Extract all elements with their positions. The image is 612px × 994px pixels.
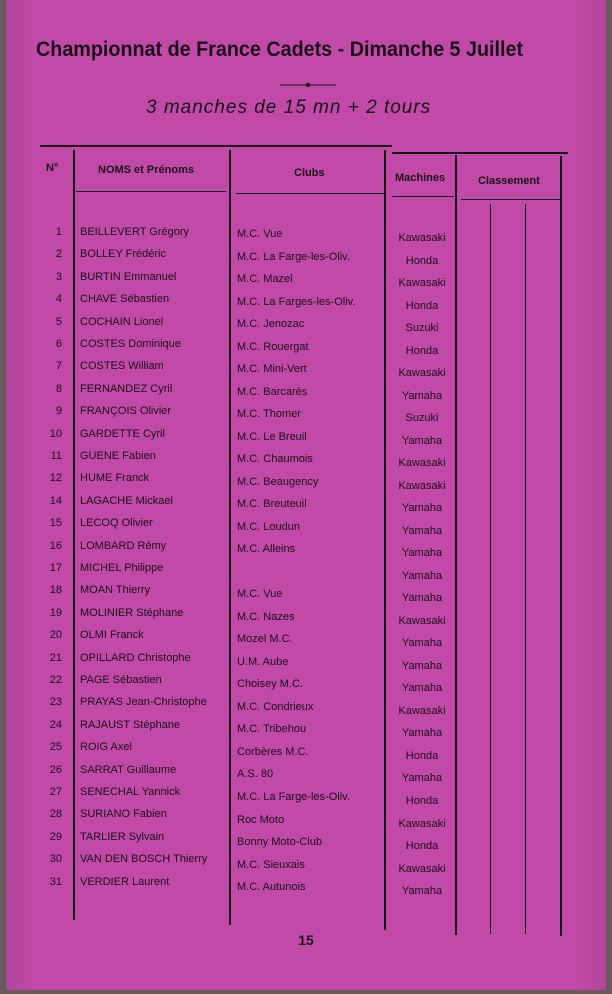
entrant-club: A.S. 80: [237, 768, 274, 781]
table-top-rule-right: [392, 152, 568, 154]
entrant-name: FERNANDEZ Cyril: [80, 382, 173, 395]
entrant-machine: Yamaha: [401, 682, 443, 695]
entrant-number: 18: [49, 584, 62, 597]
header-underline-machines: [392, 196, 454, 197]
entrant-name: LAGACHE Mickael: [80, 494, 173, 507]
entrant-name: SURIANO Fabien: [80, 808, 167, 821]
entrant-machine: Yamaha: [401, 637, 443, 650]
entrant-number: 27: [49, 786, 62, 798]
entrant-club: U.M. Aube: [237, 655, 289, 668]
entrant-name: MOAN Thierry: [80, 584, 151, 597]
column-divider: [560, 156, 562, 936]
entrant-machine: Yamaha: [401, 434, 443, 447]
column-header-classement: Classement: [478, 175, 540, 187]
entrant-number: 4: [55, 293, 62, 306]
column-header-number: N°: [46, 162, 59, 174]
entrant-number: 5: [55, 315, 62, 328]
entrant-club: M.C. Mazel: [237, 273, 293, 286]
entrant-club: Mozel M.C.: [237, 633, 293, 646]
page-number: 15: [298, 932, 314, 948]
entrant-machine: Yamaha: [401, 885, 443, 898]
entrant-club: M.C. Autunois: [237, 881, 306, 894]
entrant-name: TARLIER Sylvain: [80, 830, 165, 843]
entrant-machine: Honda: [405, 344, 439, 357]
column-header-machines: Machines: [395, 172, 446, 184]
ornament-divider: [278, 80, 338, 90]
entrant-number: 8: [55, 382, 62, 395]
page-title: Championnat de France Cadets - Dimanche 5 Juillet: [36, 38, 524, 61]
entrant-club: M.C. Tribehou: [237, 723, 307, 736]
entrant-club: M.C. Chaumois: [237, 453, 313, 466]
entrant-machine: Honda: [405, 795, 439, 807]
entrant-club: M.C. La Farge-les-Oliv.: [237, 791, 350, 803]
entrant-number: 16: [49, 539, 62, 552]
entrant-name: PAGE Sébastien: [80, 674, 162, 686]
entrant-machine: Yamaha: [401, 659, 443, 672]
entrant-name: GUENE Fabien: [80, 450, 156, 462]
entrant-club: M.C. Mini-Vert: [237, 363, 307, 376]
entrant-number: 11: [50, 450, 62, 462]
entrant-name: ROIG Axel: [80, 741, 132, 754]
column-header-clubs: Clubs: [294, 167, 325, 179]
entrant-number: 31: [49, 875, 62, 888]
column-divider: [73, 150, 75, 920]
entrant-machine: Honda: [405, 749, 439, 762]
entrant-machine: Honda: [405, 840, 439, 853]
entrant-machine: Kawasaki: [398, 614, 446, 627]
entrant-name: BEILLEVERT Grégory: [80, 226, 190, 238]
entrant-club: M.C. Beaugency: [237, 475, 319, 488]
entrant-club: M.C. Vue: [237, 588, 283, 601]
classement-divider: [525, 204, 526, 934]
entrant-number: 28: [49, 808, 62, 821]
entrant-machine: Yamaha: [401, 547, 443, 560]
header-underline-names: [76, 191, 226, 192]
entrant-name: MOLINIER Stéphane: [80, 606, 184, 619]
entrant-number: 15: [49, 517, 62, 530]
entrant-name: BOLLEY Frédéric: [80, 248, 167, 261]
column-divider: [229, 150, 231, 925]
entrant-club: Corbères M.C.: [237, 745, 309, 758]
entrant-machine: Kawasaki: [398, 367, 446, 380]
entrant-name: COSTES Dominique: [80, 338, 181, 350]
entrant-club: M.C. Jenozac: [237, 318, 305, 331]
entrant-name: CHAVE Sébastien: [80, 293, 170, 306]
entrant-number: 26: [49, 763, 62, 776]
entrant-number: 17: [49, 562, 62, 574]
entrant-name: COSTES William: [80, 360, 164, 373]
entrant-machine: Kawasaki: [398, 817, 446, 830]
entrant-number: 22: [49, 674, 62, 686]
entrant-name: OLMI Franck: [80, 629, 144, 642]
entrant-machine: Honda: [405, 254, 439, 267]
entrant-machine: Yamaha: [401, 569, 443, 582]
entrant-number: 23: [49, 696, 62, 709]
entrant-name: VAN DEN BOSCH Thierry: [80, 853, 208, 866]
entrant-club: M.C. Thomer: [237, 408, 301, 421]
header-underline-clubs: [236, 193, 386, 194]
entrant-number: 21: [49, 651, 62, 664]
entrant-machine: Yamaha: [401, 592, 443, 605]
entrant-name: LOMBARD Rémy: [80, 539, 167, 552]
entrant-machine: Kawasaki: [398, 232, 446, 244]
entrant-club: M.C. Rouergat: [237, 340, 309, 353]
entrant-name: SENECHAL Yannick: [80, 786, 181, 798]
entrant-club: M.C. La Farge-les-Oliv.: [237, 250, 350, 263]
entrant-number: 14: [49, 494, 62, 507]
entrant-machine: Yamaha: [401, 389, 443, 402]
column-divider: [384, 150, 386, 930]
entrant-club: Choisey M.C.: [237, 678, 304, 691]
entrant-number: 12: [49, 472, 62, 485]
entrant-club: M.C. Breuteuil: [237, 498, 307, 511]
entrant-name: VERDIER Laurent: [80, 875, 170, 888]
column-header-names: NOMS et Prénoms: [98, 164, 194, 176]
entrant-name: SARRAT Guillaume: [80, 763, 177, 776]
entrant-name: COCHAIN Lionel: [80, 315, 164, 328]
entrant-club: Roc Moto: [237, 813, 285, 826]
entrant-club: M.C. La Farges-les-Oliv.: [237, 295, 356, 308]
entrant-name: GARDETTE Cyril: [80, 427, 165, 440]
entrant-name: FRANÇOIS Olivier: [80, 405, 172, 418]
entrant-number: 24: [49, 718, 62, 731]
entrant-name: PRAYAS Jean-Christophe: [80, 696, 207, 709]
entrant-club: M.C. Alleins: [237, 543, 296, 556]
header-underline-classement: [461, 199, 561, 200]
classement-divider: [490, 204, 491, 934]
entrant-number: 9: [55, 405, 62, 418]
page-subtitle: 3 manches de 15 mn + 2 tours: [146, 97, 432, 118]
entrant-machine: Honda: [405, 299, 439, 312]
entrant-name: HUME Franck: [80, 472, 150, 485]
entrant-club: Bonny Moto-Club: [237, 836, 322, 849]
entrant-club: M.C. Barcarès: [237, 385, 308, 398]
entrant-number: 29: [49, 830, 62, 843]
entrant-number: 3: [55, 270, 62, 283]
entrant-number: 7: [55, 360, 62, 373]
entrant-club: M.C. Vue: [237, 228, 283, 240]
entrant-machine: Kawasaki: [398, 457, 446, 470]
entrant-club: M.C. Nazes: [237, 610, 295, 623]
entrant-name: RAJAUST Stéphane: [80, 718, 181, 731]
entrant-name: MICHEL Philippe: [80, 562, 164, 574]
entrant-name: OPILLARD Christophe: [80, 651, 191, 664]
programme-page: [6, 0, 606, 990]
entrant-club: M.C. Sieuxais: [237, 858, 305, 871]
entrant-machine: Kawasaki: [398, 704, 446, 717]
entrant-club: M.C. Loudun: [237, 520, 300, 533]
entrant-machine: Yamaha: [401, 524, 443, 537]
entrant-machine: Yamaha: [401, 727, 443, 740]
entrant-number: 1: [55, 226, 62, 238]
entrant-machine: Kawasaki: [398, 277, 446, 290]
entrant-number: 20: [49, 629, 62, 642]
entrant-machine: Kawasaki: [398, 862, 446, 875]
entrant-number: 10: [49, 427, 62, 440]
entrant-club: M.C. Le Breuil: [237, 430, 307, 443]
entrant-name: BURTIN Emmanuel: [80, 270, 177, 283]
entrant-machine: Yamaha: [401, 772, 443, 785]
entrant-machine: Yamaha: [401, 502, 443, 515]
entrant-name: LECOQ Olivier: [80, 517, 153, 530]
entrant-machine: Kawasaki: [398, 479, 446, 492]
table-top-rule: [40, 145, 392, 147]
entrant-number: 19: [49, 606, 62, 619]
entrant-number: 25: [49, 741, 62, 754]
entrant-machine: Suzuki: [405, 322, 439, 335]
entrant-number: 2: [55, 248, 62, 261]
entrant-number: 6: [55, 338, 62, 350]
entrant-number: 30: [49, 853, 62, 866]
entrant-machine: Suzuki: [405, 412, 439, 425]
entrant-club: M.C. Condrieux: [237, 700, 314, 713]
